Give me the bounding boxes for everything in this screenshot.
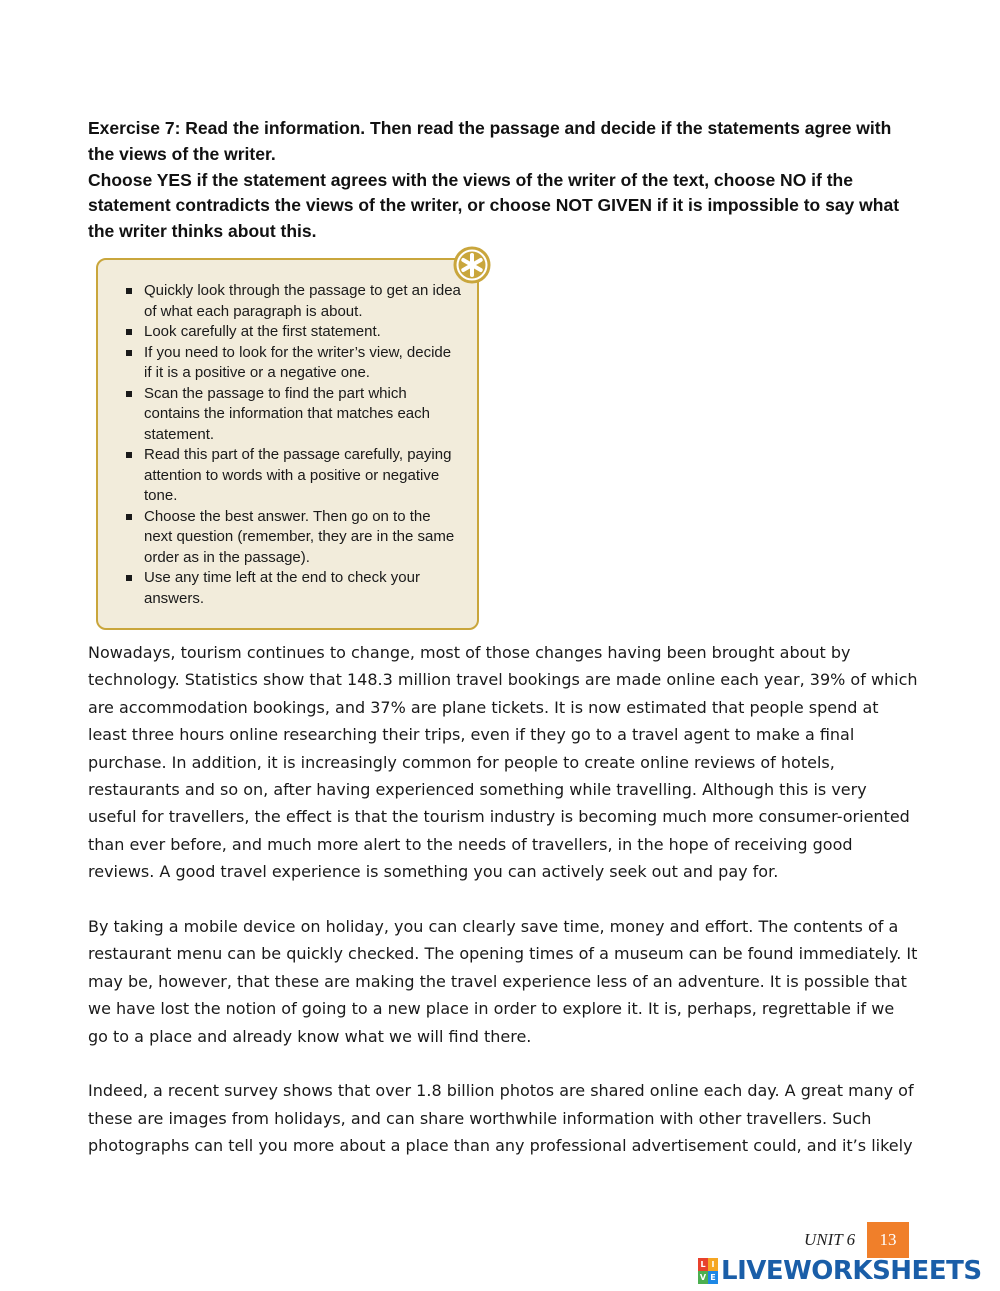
tip-list [122, 281, 462, 609]
bullet-icon [126, 391, 132, 397]
bullet-icon [126, 350, 132, 356]
exercise-instructions [88, 116, 918, 245]
liveworksheets-logo [698, 1256, 982, 1286]
star-icon [453, 246, 491, 284]
bullet-icon [126, 452, 132, 458]
tip-item: If you need to look for the writer’s view, decide if it is a positive or a negative one. [122, 343, 462, 384]
page-number: 13 [867, 1222, 909, 1258]
bullet-icon [126, 329, 132, 335]
liveworksheets-logo-icon: L I V E [698, 1258, 718, 1284]
bullet-icon [126, 514, 132, 520]
passage-paragraph: Indeed, a recent survey shows that over 1.8 billion photos are shared online each day. A great many of these are images from holidays, and can share worthwhile information with other travellers. Such photographs can tell you more about a place than any professional advertisement could, and it’s likely [88, 1081, 914, 1156]
tip-item: Quickly look through the passage to get an idea of what each paragraph is about. [122, 281, 462, 322]
reading-passage [88, 639, 918, 1187]
bullet-icon [126, 575, 132, 581]
tip-item: Look carefully at the first statement. [122, 322, 462, 343]
tip-item: Choose the best answer. Then go on to the next question (remember, they are in the same order as in the passage). [122, 507, 462, 569]
tip-item: Use any time left at the end to check your answers. [122, 568, 462, 609]
tip-item: Scan the passage to find the part which contains the information that matches each statement. [122, 384, 462, 446]
tip-box [96, 258, 479, 630]
tip-item: Read this part of the passage carefully, paying attention to words with a positive or negative tone. [122, 445, 462, 507]
exercise-directions: Choose YES if the statement agrees with the views of the writer of the text, choose NO if the statement contradicts the views of the writer, or choose NOT GIVEN if it is impossible to say what the writer thinks about this. [88, 169, 900, 242]
passage-paragraph: By taking a mobile device on holiday, you can clearly save time, money and effort. The contents of a restaurant menu can be quickly checked. The opening times of a museum can be found immediately. It may be, however, that these are making the travel experience less of an adventure. It is possible that we have lost the notion of going to a new place in order to explore it. It is, perhaps, regrettable if we go to a place and already know what we will find there. [88, 917, 918, 1046]
unit-label: UNIT 6 [804, 1230, 856, 1249]
liveworksheets-logo-text: LIVEWORKSHEETS [721, 1256, 982, 1286]
exercise-title: Exercise 7: Read the information. Then read the passage and decide if the statements agree with the views of the writer. [88, 118, 892, 164]
passage-paragraph: Nowadays, tourism continues to change, most of those changes having been brought about by technology. Statistics show that 148.3 million travel bookings are made online each year, 39% of which are accommodation bookings, and 37% are plane tickets. It is now estimated that people spend at least three hours online researching their trips, even if they go to a travel agent to make a final purchase. In addition, it is increasingly common for people to create online reviews of hotels, restaurants and so on, after having experienced something while travelling. Although this is very useful for travellers, the effect is that the tourism industry is becoming much more consumer-oriented than ever before, and much more alert to the needs of travellers, in the hope of receiving good reviews. A good travel experience is something you can actively seek out and pay for. [88, 643, 918, 882]
bullet-icon [126, 288, 132, 294]
